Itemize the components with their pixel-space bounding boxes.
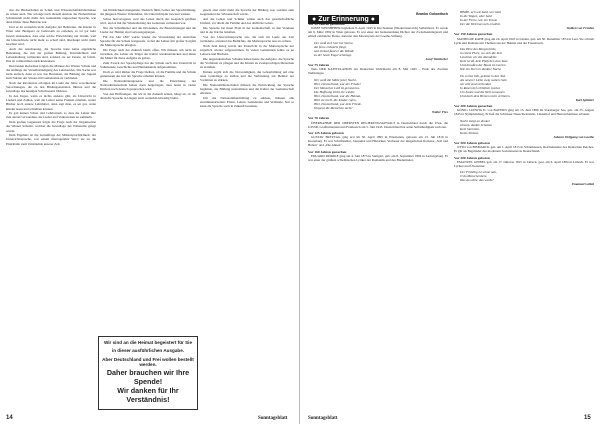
poem-line: einsam, dunkle Schatten [460, 122, 492, 127]
poem-attribution: Walter Flex [432, 110, 448, 115]
anniversary-heading: Vor 160 Jahren gestorben [308, 149, 347, 154]
paragraph: OTTO von BISMARCK geb. am 1. April 1815 in Schönhausen, Reichskanzler des Deutschen Reiches. Er gilt als Begründer des modernen Sozialstaates in Deutschland. [454, 145, 594, 154]
left-column-1 [6, 8, 96, 416]
promo-big-2: Wir danken für Ihr Verständnis! [117, 385, 179, 404]
section-header-label: ● Zur Erinnerung ● [308, 15, 379, 24]
paragraph: Nach dem Krieg wurde der Unterricht in der Muttersprache nur zögerlich wieder aufgenommen. In vielen Gemeinden fehlte es an Lehrern und Büchern. [200, 43, 294, 56]
promo-line-3: Aber Deutschland und Frei wollen bestellt werden. [102, 356, 194, 368]
paragraph: Nur die Schulbücher und die Ortsnamen, die Bezeichnungen und die Lieder der Heimat sind verlorengegangen. [100, 25, 196, 34]
paragraph: Auf die Lehrer und Schüler wirkte auch das gesellschaftliche Umfeld, vor allem die Familie und das dörfliche Leben. [200, 16, 294, 26]
anniversary-heading: Vor 150 Jahren gestorben [454, 32, 493, 37]
paragraph: Auch die Anschauung, die Sprache habe keine eigentliche Bedeutung, die mit der großen Bildung, Persönlichkeit und Lebenshaltung verbunden sind, sondern sie sei Zusatz, ist falsch. Das ist vollkommen zurückzuweisen. [6, 46, 96, 64]
paragraph: Die ungarndeutschen Schulen haben heute die Aufgabe, die Sprache der Vorfahren zu pflegen und die Kinder zu zweisprachigen Menschen zu erziehen. [200, 56, 294, 69]
poem-line: Du es bist lieb, geleitet in den Tod. [460, 73, 506, 78]
poem-line: Als unserer Liebe ewig wahres Sein [460, 77, 507, 82]
promo-line-1: Wir sind an die Heimat begeistert für Sie [103, 340, 193, 345]
poem-line: Um Sonne und die Welt zu kennen [460, 89, 505, 94]
poem-line: Kein Sternlein, [460, 126, 480, 131]
poem-block [460, 170, 594, 186]
paragraph: Zum Zweck der Sprachpflege hat die Schule auch den Unterricht in Volkskunde, Geschichte und Heimatkunde aufgenommen. [100, 60, 196, 69]
paragraph: Doch es wird immer die Frage bleiben, ob die Familie und die Schule gemeinsam das Gut der Sprache erhalten können. [100, 69, 196, 78]
poem-line: In die Wogen, aber bald [460, 14, 492, 19]
poem-line: Nacht steigt an dunkel [460, 118, 490, 123]
poem-line: in einem Flore, wo sich die Zeit [460, 51, 502, 56]
poem-line: Der weiß sich hier bei Sterne, [314, 40, 354, 45]
paragraph: Die Nationalitätengesetze und die Einrichtung der Nationalitätenschule haben dazu beigetragen, dass heute in vielen Dörfern noch deutsch gesprochen wird. [100, 78, 196, 91]
poem-block [314, 78, 448, 115]
poem-block [460, 10, 594, 30]
promo-big-1: Daher brauchen wir Ihre Spende! [106, 367, 190, 386]
poem-line: In der Ferne, wie ein Traum [460, 18, 498, 23]
anniversary-heading: Vor 75 Jahren [308, 63, 330, 68]
promo-line-2: in dieser ausführlichen Ausgabe. [111, 348, 185, 354]
paragraph: Die Frage nach der Zukunft bleibt offen. Wir müssen, um nicht zu verarmen, die Lehrer als Träger der Kultur wiederentdecken und ihnen die Mittel für diese Aufgabe zu geben. [100, 47, 196, 61]
poem-attribution: Josef Weinheber [425, 57, 448, 61]
poem-block [460, 47, 594, 72]
paragraph: tun Wirklichkeit mangelnde. Dadurch fühlt, Leiber der Sprachbildung, die jüngeren Wiener Volkslehrer, im Unterrichtsjahr bewusst wirken. [100, 8, 196, 17]
paragraph: Um die Nationalitätenbildung zu stärken, müssen alle zusammenarbeiten: Eltern, Lehrer, Gemeinden und Verbände. Nur so kann die Sprache auch in Zukunft bestehen. [200, 95, 294, 109]
paragraph: Schon hervorragend, weil das Leben durch das Gespräch geöffnet wird, und es mit der Wiederholung des Gelernten verbunden war. [100, 16, 196, 26]
paragraph: EMANUEL GEIBEL geb. am 17. Oktober 1815 in Lübeck, gest. am 6. April 1884 in Lübeck. Er war Lyriker und Übersetzer. [454, 159, 594, 168]
poem-line: Hört sie nicht, die Kinder rufen, [314, 98, 357, 103]
right-page-logo: Sonntagsblatt [308, 416, 338, 421]
left-column-3 [200, 8, 294, 416]
anniversary-heading: Vor 200 Jahren geboren [454, 155, 490, 160]
poem-line: und einmal fand er die Wände [314, 48, 354, 53]
poem-attribution: Wolken von Frieden [566, 26, 594, 31]
paragraph: Die Nationalitätenschulen müssen die Entwicklung der Sprache begleiten, die Bildung unterstützen und die Kultur der Gemeinschaft erhalten. [200, 82, 294, 96]
right-page-number: 15 [584, 415, 591, 421]
poem-block [460, 119, 594, 139]
poem-line: Der Frühling ist schon nah, [460, 170, 497, 175]
anniversary-heading: Vor 70 Jahren [308, 116, 330, 121]
paragraph: TAG DER KAPITULATION der Deutschen Wehrmacht am 8. Mai 1945 – Ende des Zweiten Weltkrieges. [308, 67, 448, 76]
poem-attribution: Emanuel Geibel [571, 182, 594, 187]
poem-line: Kein Gruß, kein Pfeifchen zum Tanz [460, 59, 508, 64]
poem-line: Hier, Deutschland, war die Heimat, [314, 93, 361, 98]
poem-line: die ferne erdwärts fliegt, [314, 44, 347, 49]
left-column-2 [100, 8, 196, 334]
paragraph: Nach der Revolution erfolgten im Laufe der Jahre verschiedene Verordnungen, die zu den Bildungsanstalten führten und die Grundlage des heutigen Schulwesens bildeten. [6, 81, 96, 94]
right-page [300, 0, 600, 424]
poem-line: Hier, Deutschland, war der Friede! [314, 81, 361, 86]
poem-line: Leuchten wir die Abendröte [460, 55, 497, 60]
paragraph: Von den Hoffnungen, die wir in die Zukunft setzen, hängt ab, ob die deutsche Sprache in Ungarn auch weiterhin lebendig bleibt. [100, 91, 196, 100]
poem-line: zu der Seele Engel schmiegt. [314, 52, 352, 57]
poem-line: HEIßE, ach wie bald, wer liebt [460, 10, 501, 14]
poem-line: Was du willst, das werde! [460, 178, 494, 183]
paragraph: KÖNIG LUDWIG II. von BAYERN ging am 13. Juni 1886 im Starnberger See, geb. am 25. August 1845 in Nymphenburg. Er ließ die Schlösser Neuschwanstein, Linderhof und Herrenchiemsee erbauen. [454, 108, 594, 117]
paragraph: gesetz aber nicht mehr die Sprache der Bildung war, sondern zum Gegenstand der Wissenschaft wurde. [200, 8, 294, 17]
poem-line: Der Menschen Leid ist grenzenlos, [314, 85, 360, 90]
poem-line: Keine Stimme. [460, 130, 480, 135]
anniversary-heading: Vor 125 Jahren geboren [308, 130, 344, 135]
left-page-logo: Sonntagsblatt [258, 416, 288, 421]
paragraph: Den beiden Reformen folgten die Männer der Wiener Schule und die Anfänge der Verselbständigung des Lehrberufes. Die Sache war nicht einfach, denn es war das Bestreben, die Bildung der Jugend zum Nutzen des Staates mit Gemeinsinn zu verbinden. [6, 63, 96, 81]
paragraph: EDUARD MÖRIKE ging am 4. Juni 1875 in Stuttgart, geb. am 8. September 1804 in Ludwigsburg. Er war einer der größten schwäbischen Lyriker der Romantik und des Biedermeier. [308, 153, 448, 162]
anniversary-heading: Vor 200 Jahren gestorben [454, 104, 493, 109]
poem-line: Hier, Deutschland, war dein Friede, [314, 102, 362, 107]
paragraph: Von der Unterrichtssprache aus, die sich im Laufe der Zeit veränderte, entstand das Bedürfnis, die Muttersprache neu zu ordnen. [200, 34, 294, 43]
poem-line: Der die Welt hat noch erwählt. [460, 22, 501, 27]
paragraph: JOSEF WEINHEBER begleitete 8. April 1945 in Kirchstetten (Niederösterreich) Selbstmord. Er wurde am 9. März 1892 in Wien geboren. Er war einer der bedeutendsten Dichter der Zwischenkriegszeit und erhielt zahlreiche Preise, darunter den Mozartpreis der Goethe-Stiftung. [308, 26, 448, 39]
anniversary-heading: Vor 90 Jahren gestorben [308, 22, 345, 26]
poem-line: Die Hoffnung stirbt nie wieder. [314, 89, 355, 94]
paragraph: Die Sprache hat ihren Platz in der Gemeinschaft, in den Vereinen und in der Kirche behalten. [200, 25, 294, 34]
top-author: Branko Golowitsch [416, 12, 448, 16]
paragraph: Und es ist weiterhin nicht Aufgabe der Behörden, die Kinder in Wien oder Budapest zu Gehorsam zu erziehen, es ist gar kein Grund einzusehen, dass eine solche Entwicklung nur darum, weil die Unterschiede nicht mehr so scharf sind, überhaupt nicht mehr beachtet wird. [6, 25, 96, 46]
paragraph: Dem großen Gegensatz folgte die Frage nach der Organisation der Wiener Schulen, welcher die Grundlage des Volkstums gelegt wurde. [6, 120, 96, 133]
paragraph: MATHILDE RAHE ging am 24. April 1945 in Lindau, geb. am 30. Dezember 1874 in Leer. Sie schrieb Lyrik und Romane mit Themen aus der Heimat und der Frauenwelt. [454, 36, 594, 45]
poem-attribution: Karl Spitteler [575, 98, 594, 103]
poem-line: Das Herz des Morgenfrühs [460, 46, 496, 51]
poem-line: Und doch dem Herzen nicht verlieren. [460, 93, 511, 98]
right-column-1 [308, 20, 448, 410]
poem-line: In Rosen tief erblühten Garten [460, 85, 501, 90]
poem-block [460, 74, 594, 103]
left-page-number: 14 [6, 415, 13, 421]
paragraph: also die Bücherhallen zu Schul- und Wissenschaftsbibliotheken zu reisen auch. Nur solange nach diesem Ausbau der Einheitlichen Schulanstalt nicht mehr den Gemeinden zugeordnet Sprache, wie denn früher diese Behörde war. [6, 8, 96, 25]
poem-line: Und draußen der Baum im Garten [460, 63, 506, 68]
poem-line: O du Menschenherz, [460, 174, 488, 179]
paragraph: ÜBERNAHME DER OBERSTEN REGIERUNGSGEWALT in Deutschland durch die USA, die UdSSR, Großbritannien und Frankreich am 5. Juni 1945. Deutschland hat seine Selbständigkeit verloren. [308, 120, 448, 129]
anniversary-heading: Vor 200 Jahren geboren [454, 141, 490, 146]
paragraph: Dem Ergebnis ist die Grundfrage der Muttersprachlichkeit, der Unterrichtssprache, von einem überragenden Wert; sie ist die Eintrittstür zum Verständnis unserer Zeit. [6, 133, 96, 146]
poem-line: Wie ein Stern in dunkler Nacht. [460, 67, 502, 72]
donation-promo-box [98, 336, 198, 410]
poem-attribution: Johann Wolfgang von Goethe [553, 135, 594, 139]
poem-block [314, 41, 448, 61]
poem-line: Vergesst die Menschen nicht! [314, 106, 353, 111]
paragraph: Es gab keinen Schul- und Lehrbetrieb, so dass die Lehrer ihre Zeit darauf verwandten, die Lieder und Volksweisen zu sammeln. [6, 111, 96, 120]
poem-line: Wer weiß die Stätte jener Nacht, [314, 77, 357, 82]
paragraph: Daraus ergibt sich die Notwendigkeit, die Lehrerbildung auf eine neue Grundlage zu stellen und die Verbindung zur Heimat der Vorfahren zu stärken. [200, 69, 294, 83]
paragraph: Für das Jahr 1867 wurde wieder die Verwendung der deutschen Sprache für die Schule festgesetzt, wobei die Lehrer mit großer Sorgfalt die Muttersprache pflegten. [100, 34, 196, 48]
paragraph: In den Tagen, wenn es nichts anderes gibt, als Unterricht in Liedern und Zahlen, weil die Lehrer keine Freiheit erhalten, weder Bücher noch andere Lehrmittel, dann sagt man, es sei gut, wenn Kinder lesen und schreiben können. [6, 94, 96, 111]
paragraph: GUSTAV FREYTAG ging erst im 30. April 1895 in Wiesbaden, geboren am 13. Juli 1816 in Kreuzburg. Er war Schriftsteller, Journalist und Historiker. Verfasser der bürgerlichen Romane „Soll und Haben“ und „Die Ahnen“. [308, 135, 448, 148]
right-column-2 [454, 8, 594, 410]
poem-line: wir alle sind verbunden [460, 81, 492, 86]
